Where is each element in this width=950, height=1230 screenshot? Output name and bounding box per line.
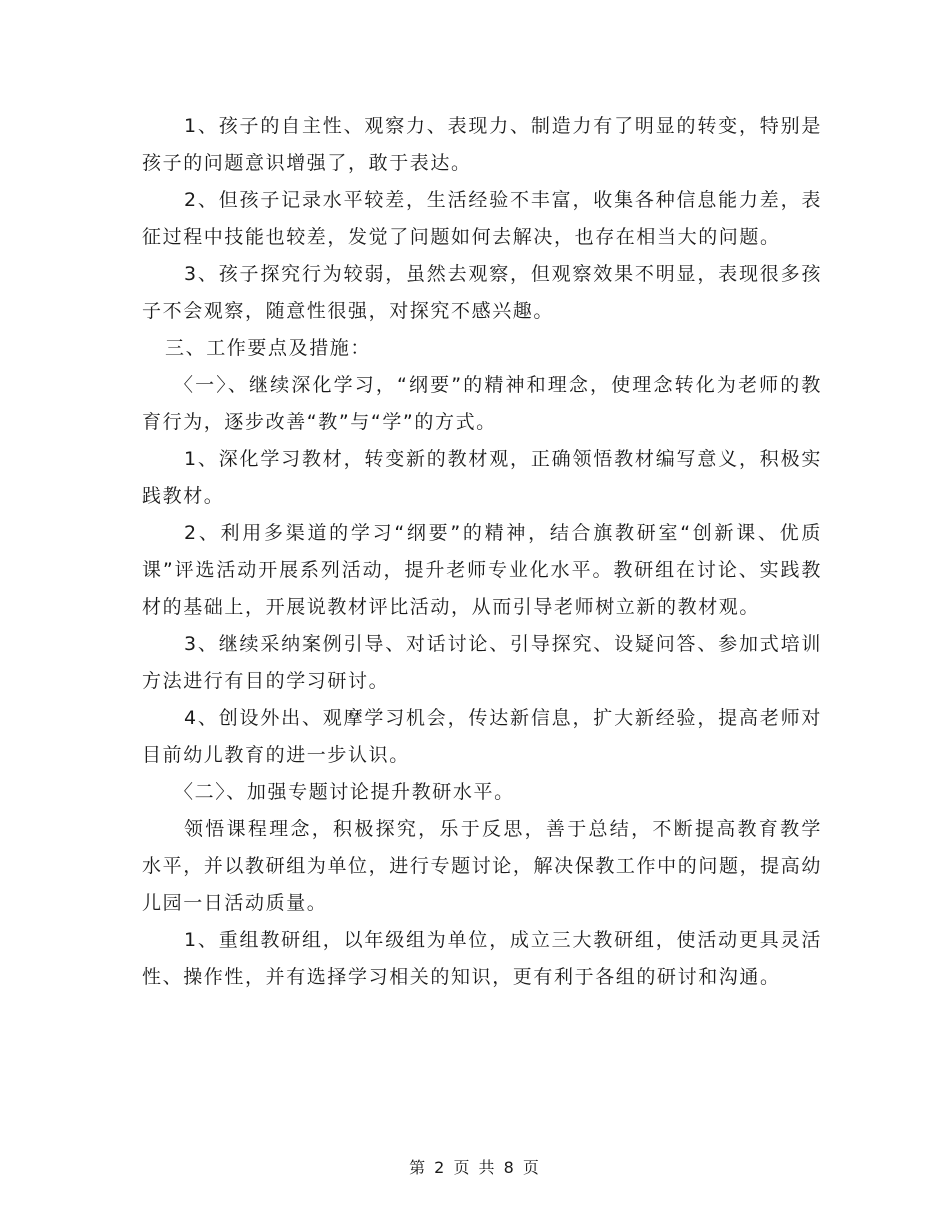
section-heading-3: 三、工作要点及措施： bbox=[165, 337, 372, 359]
paragraph-measure-3: 3、继续采纳案例引导、对话讨论、引导探究、设疑问答、参加式培训方法进行有目的学习研讨。 bbox=[142, 633, 822, 692]
paragraph-result-2: 2、但孩子记录水平较差，生活经验不丰富，收集各种信息能力差，表征过程中技能也较差，发觉了问题如何去解决，也存在相当大的问题。 bbox=[142, 189, 822, 248]
paragraph-result-3: 3、孩子探究行为较弱，虽然去观察，但观察效果不明显，表现很多孩子不会观察，随意性很强，对探究不感兴趣。 bbox=[142, 263, 822, 322]
paragraph-measure-1: 1、深化学习教材，转变新的教材观，正确领悟教材编写意义，积极实践教材。 bbox=[142, 448, 822, 507]
page-footer bbox=[0, 1155, 950, 1178]
subsection-heading-2: 〈二〉、加强专题讨论提升教研水平。 bbox=[174, 781, 515, 803]
paragraph-item-2-1: 1、重组教研组，以年级组为单位，成立三大教研组，使活动更具灵活性、操作性，并有选择学习相关的知识，更有利于各组的研讨和沟通。 bbox=[142, 929, 822, 988]
document-body bbox=[142, 108, 822, 996]
paragraph-measure-2: 2、利用多渠道的学习“纲要”的精神，结合旗教研室“创新课、优质课”评选活动开展系列活动，提升老师专业化水平。教研组在讨论、实践教材的基础上，开展说教材评比活动，从而引导老师树立新的教材观。 bbox=[142, 522, 822, 618]
paragraph-intro-2: 领悟课程理念，积极探究，乐于反思，善于总结，不断提高教育教学水平，并以教研组为单位，进行专题讨论，解决保教工作中的问题，提高幼儿园一日活动质量。 bbox=[142, 818, 822, 914]
paragraph-measure-4: 4、创设外出、观摩学习机会，传达新信息，扩大新经验，提高老师对目前幼儿教育的进一步认识。 bbox=[142, 707, 822, 766]
page-number-label: 第 2 页 共 8 页 bbox=[409, 1158, 541, 1177]
subsection-heading-1: 〈一〉、继续深化学习，“纲要”的精神和理念，使理念转化为老师的教育行为，逐步改善“教”与“学”的方式。 bbox=[142, 374, 822, 433]
paragraph-result-1: 1、孩子的自主性、观察力、表现力、制造力有了明显的转变，特别是孩子的问题意识增强了，敢于表达。 bbox=[142, 115, 822, 174]
